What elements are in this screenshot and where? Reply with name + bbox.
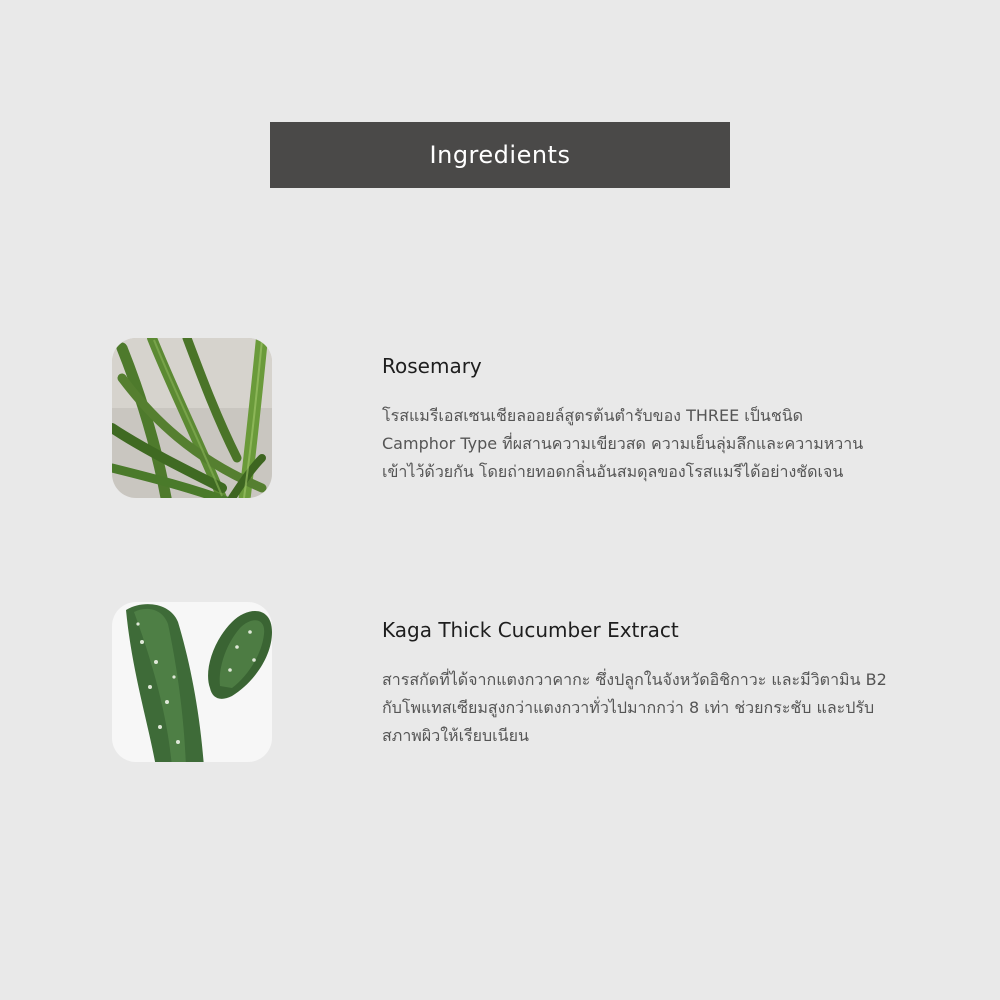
description-line: กับโพแทสเซียมสูงกว่าแตงกวาทั่วไปมากกว่า 8 เท่า ช่วยกระชับ และปรับ xyxy=(382,698,875,717)
description-line: Camphor Type ที่ผสานความเขียวสด ความเย็นลุ่มลึกและความหวาน xyxy=(382,434,864,453)
ingredient-name: Kaga Thick Cucumber Extract xyxy=(382,618,679,642)
ingredient-item-rosemary xyxy=(112,338,912,498)
rosemary-image xyxy=(112,338,272,498)
ingredient-description xyxy=(382,666,902,750)
ingredient-description xyxy=(382,402,902,486)
page-title: Ingredients xyxy=(429,141,571,169)
description-line: สภาพผิวให้เรียบเนียน xyxy=(382,726,529,745)
header-banner xyxy=(270,122,730,188)
cucumber-image xyxy=(112,602,272,762)
ingredient-item-cucumber xyxy=(112,602,912,762)
description-line: สารสกัดที่ได้จากแตงกวาคากะ ซึ่งปลูกในจังหวัดอิชิกาวะ และมีวิตามิน B2 xyxy=(382,670,887,689)
description-line: โรสแมรีเอสเซนเชียลออยล์สูตรต้นตำรับของ THREE เป็นชนิด xyxy=(382,406,804,425)
ingredient-name: Rosemary xyxy=(382,354,482,378)
description-line: เข้าไว้ด้วยกัน โดยถ่ายทอดกลิ่นอันสมดุลของโรสแมรีได้อย่างชัดเจน xyxy=(382,462,844,481)
